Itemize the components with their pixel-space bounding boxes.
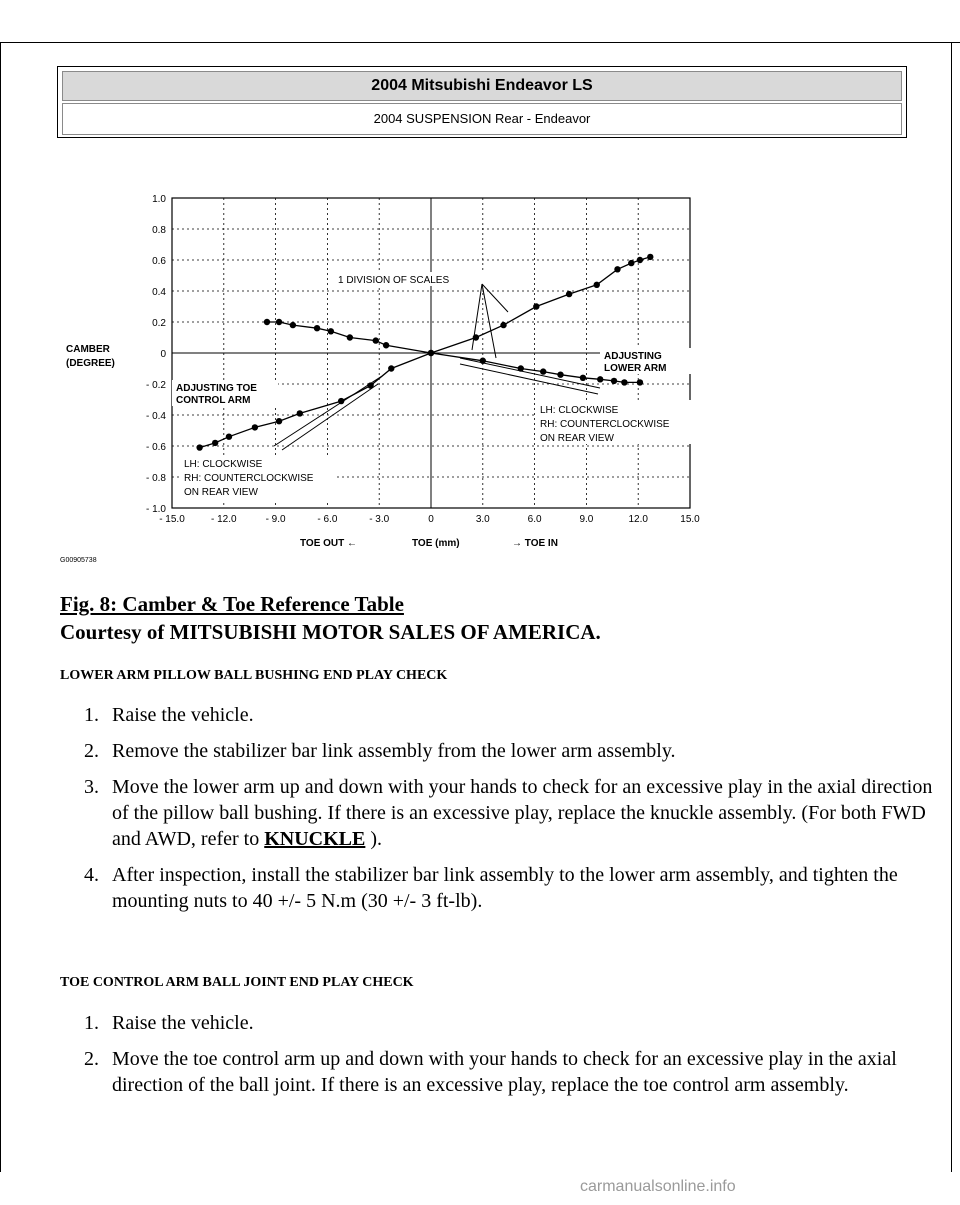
page-frame-left (0, 42, 1, 1172)
y-tick-label: - 0.2 (145, 380, 166, 391)
step-item: 1. Raise the vehicle. (104, 702, 934, 728)
x-tick-label: 0 (428, 514, 434, 525)
data-point (347, 334, 353, 340)
data-point (597, 376, 603, 382)
data-point (637, 379, 643, 385)
data-point (290, 322, 296, 328)
data-point (628, 260, 634, 266)
lower-arm-label-line2: LOWER ARM (604, 363, 667, 374)
figure-id: G00905738 (60, 557, 97, 564)
data-point (580, 375, 586, 381)
x-tick-label: 15.0 (680, 514, 700, 525)
data-point (314, 325, 320, 331)
x-tick-label: - 3.0 (369, 514, 390, 525)
x-axis-title-out: TOE OUT ← (300, 538, 358, 549)
step-item (104, 774, 934, 852)
vehicle-title: 2004 Mitsubishi Endeavor LS (62, 71, 902, 101)
data-point (226, 434, 232, 440)
x-axis-title-toe: TOE (mm) (412, 538, 460, 549)
data-point (611, 378, 617, 384)
y-tick-label: 0 (160, 349, 166, 360)
data-point (557, 372, 563, 378)
data-point (500, 322, 506, 328)
y-tick-label: 0.8 (152, 225, 166, 236)
toe-arm-label-line1: ADJUSTING TOE (176, 383, 257, 394)
section-title-toe-arm: TOE CONTROL ARM BALL JOINT END PLAY CHECK (60, 975, 414, 990)
rot-left-line3: ON REAR VIEW (184, 487, 258, 498)
data-point (252, 424, 258, 430)
rot-left-line2: RH: COUNTERCLOCKWISE (184, 473, 314, 484)
y-tick-label: 1.0 (152, 194, 166, 205)
knuckle-link[interactable]: KNUCKLE (264, 828, 366, 850)
x-axis-title-in: → TOE IN (512, 538, 558, 549)
x-tick-labels (159, 514, 700, 525)
chart-svg (60, 180, 740, 580)
data-point (276, 418, 282, 424)
data-point (212, 440, 218, 446)
y-tick-label: 0.6 (152, 256, 166, 267)
data-point (566, 291, 572, 297)
page-frame-top (0, 0, 960, 43)
data-point (533, 303, 539, 309)
data-point (264, 319, 270, 325)
document-header (57, 66, 907, 138)
figure-caption (60, 590, 601, 646)
y-tick-label: - 0.4 (145, 411, 166, 422)
rot-right-line1: LH: CLOCKWISE (540, 405, 619, 416)
figure-courtesy: Courtesy of MITSUBISHI MOTOR SALES OF AMERICA. (60, 620, 601, 644)
y-tick-label: - 0.6 (145, 442, 166, 453)
lower-arm-label-line1: ADJUSTING (604, 351, 662, 362)
section-subtitle: 2004 SUSPENSION Rear - Endeavor (62, 103, 902, 135)
x-tick-label: - 12.0 (211, 514, 237, 525)
x-tick-label: 3.0 (475, 514, 490, 525)
rot-right-line2: RH: COUNTERCLOCKWISE (540, 419, 670, 430)
data-point (637, 257, 643, 263)
step-item: 4. After inspection, install the stabilizer bar link assembly to the lower arm assembly, and tighten the mounting nuts to 40 +/- 5 N.m (30 +/- 3 ft-lb). (104, 862, 934, 914)
data-point (276, 319, 282, 325)
data-point (647, 254, 653, 260)
data-point (373, 337, 379, 343)
data-point (196, 444, 202, 450)
data-point (328, 328, 334, 334)
data-point (614, 266, 620, 272)
y-axis-title-line2: (DEGREE) (66, 358, 115, 369)
step-text: Move the lower arm up and down with your hands to check for an excessive play in the axial direction of the pillow ball bushing. If there is an excessive play, replace the knuckle assembly. (For both FWD and AWD, refer to (112, 776, 933, 850)
data-point (621, 379, 627, 385)
section-title-lower-arm: LOWER ARM PILLOW BALL BUSHING END PLAY CHECK (60, 668, 448, 683)
data-point (297, 410, 303, 416)
steps-lower-arm (60, 702, 934, 924)
x-tick-label: - 15.0 (159, 514, 185, 525)
y-tick-labels (146, 194, 166, 515)
x-tick-label: 9.0 (579, 514, 594, 525)
y-tick-label: 0.4 (152, 287, 166, 298)
page-frame-right (951, 42, 952, 1172)
toe-arm-label-line2: CONTROL ARM (176, 395, 251, 406)
step-item: 2. Remove the stabilizer bar link assembly from the lower arm assembly. (104, 738, 934, 764)
rot-right-line3: ON REAR VIEW (540, 433, 614, 444)
steps-toe-arm (60, 1010, 934, 1108)
data-point (383, 342, 389, 348)
watermark: carmanualsonline.info (580, 1178, 736, 1195)
data-point (540, 368, 546, 374)
rot-left-line1: LH: CLOCKWISE (184, 459, 263, 470)
y-axis-title-line1: CAMBER (66, 344, 110, 355)
step-item: 2. Move the toe control arm up and down with your hands to check for an excessive play in the axial direction of the ball joint. If there is an excessive play, replace the toe control arm assembly. (104, 1046, 934, 1098)
camber-toe-chart (60, 180, 740, 580)
y-tick-label: - 1.0 (145, 504, 166, 515)
x-tick-label: - 6.0 (317, 514, 338, 525)
x-tick-label: 6.0 (527, 514, 542, 525)
y-tick-label: - 0.8 (145, 473, 166, 484)
y-tick-label: 0.2 (152, 318, 166, 329)
step-text-end: ). (365, 828, 383, 850)
x-tick-label: 12.0 (628, 514, 648, 525)
scales-label: 1 DIVISION OF SCALES (338, 275, 450, 286)
x-tick-label: - 9.0 (265, 514, 286, 525)
data-point (594, 282, 600, 288)
data-point (388, 365, 394, 371)
figure-title: Fig. 8: Camber & Toe Reference Table (60, 592, 404, 616)
step-item: 1. Raise the vehicle. (104, 1010, 934, 1036)
data-point (428, 350, 434, 356)
